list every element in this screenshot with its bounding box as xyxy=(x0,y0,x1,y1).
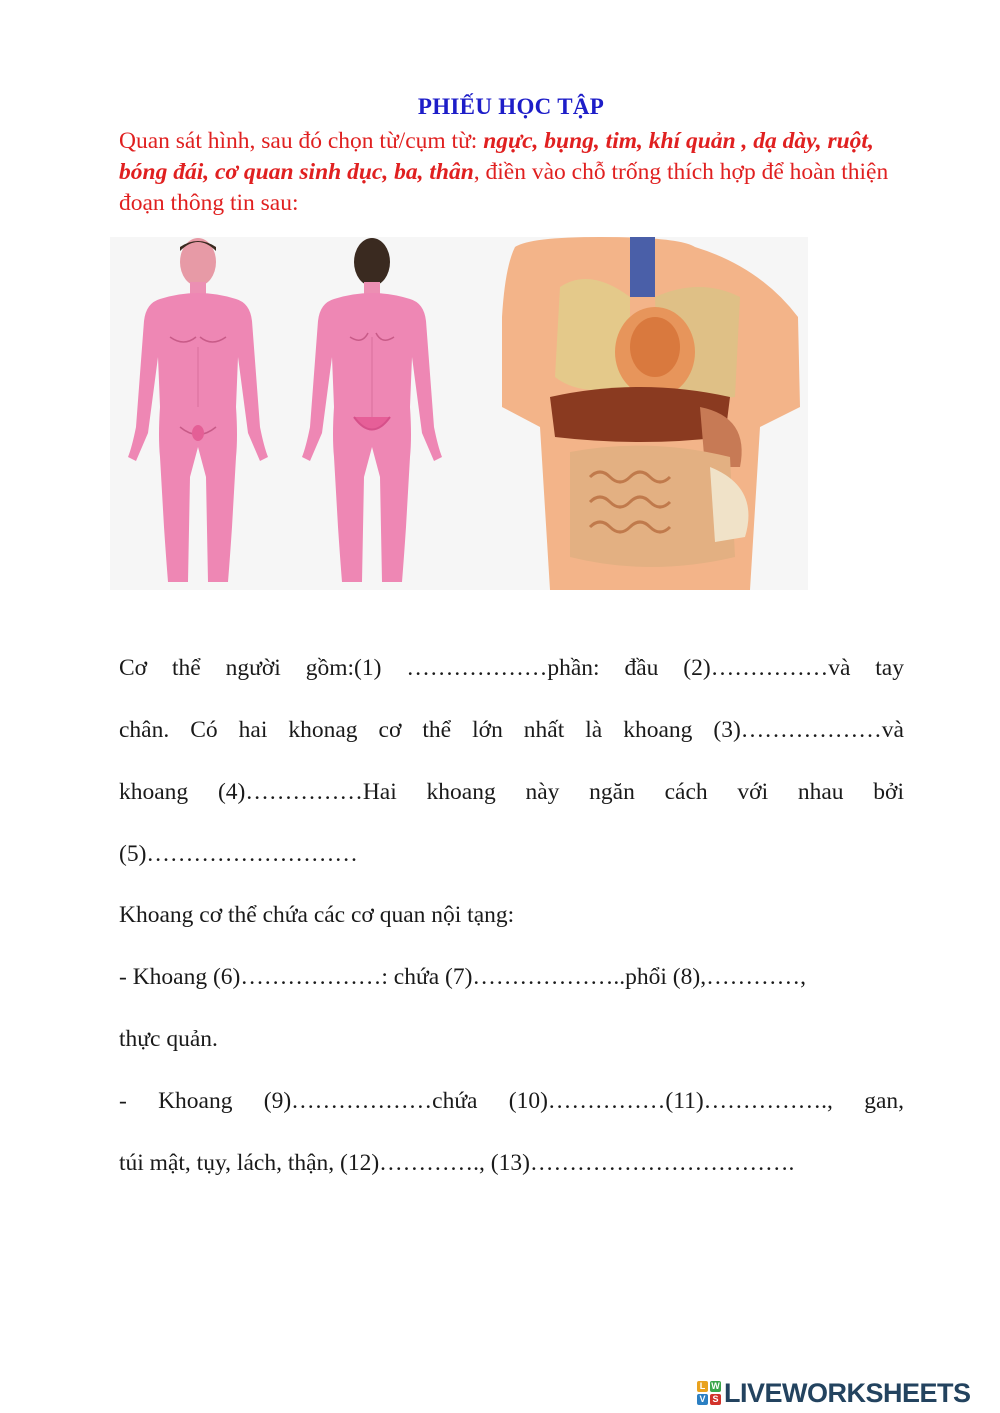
paragraph-1-line-4: (5)……………………… xyxy=(119,841,358,867)
liveworksheets-logo-text: LIVEWORKSHEETS xyxy=(724,1377,971,1408)
badge-letter: L xyxy=(697,1381,708,1392)
instruction-lead: Quan sát hình, sau đó chọn từ/cụm từ: xyxy=(119,128,484,154)
badge-letter: V xyxy=(697,1394,708,1405)
human-body-back-illustration xyxy=(302,238,442,582)
paragraph-1-line-1: Cơ thể người gồm:(1) ………………phần: đầu (2)……………và tay xyxy=(119,655,904,681)
paragraph-1-line-3: khoang (4)……………Hai khoang này ngăn cách với nhau bởi xyxy=(119,779,904,805)
badge-letter: S xyxy=(710,1394,721,1405)
anatomy-figure xyxy=(110,237,808,590)
paragraph-2: Khoang cơ thể chứa các cơ quan nội tạng: xyxy=(119,902,515,928)
instruction-keywords: ngực, bụng, tim, khí quản , dạ dày, ruột, bóng đái, cơ quan sinh dục, ba, thân xyxy=(119,128,874,185)
paragraph-3-line-1: - Khoang (6)………………: chứa (7)………………..phổi (8),…………, xyxy=(119,964,806,990)
human-body-front-illustration xyxy=(128,238,268,582)
instruction-tail: , điền vào chỗ trống thích hợp để hoàn thiện đoạn thông tin sau: xyxy=(119,159,889,216)
paragraph-4-line-2: túi mật, tụy, lách, thận, (12)…………., (13)……………………………. xyxy=(119,1150,795,1176)
worksheet-title: PHIẾU HỌC TẬP xyxy=(417,94,605,119)
badge-letter: W xyxy=(711,1381,720,1391)
liveworksheets-badge-icon xyxy=(697,1381,721,1405)
internal-organs-illustration xyxy=(502,237,800,590)
liveworksheets-logo xyxy=(697,1378,995,1408)
paragraph-4-line-1: - Khoang (9)………………chứa (10)……………(11)……………., gan, xyxy=(119,1088,904,1114)
instruction-text xyxy=(119,126,889,219)
paragraph-3-line-2: thực quản. xyxy=(119,1026,218,1052)
paragraph-1-line-2: chân. Có hai khonag cơ thể lớn nhất là khoang (3)………………và xyxy=(119,717,904,743)
